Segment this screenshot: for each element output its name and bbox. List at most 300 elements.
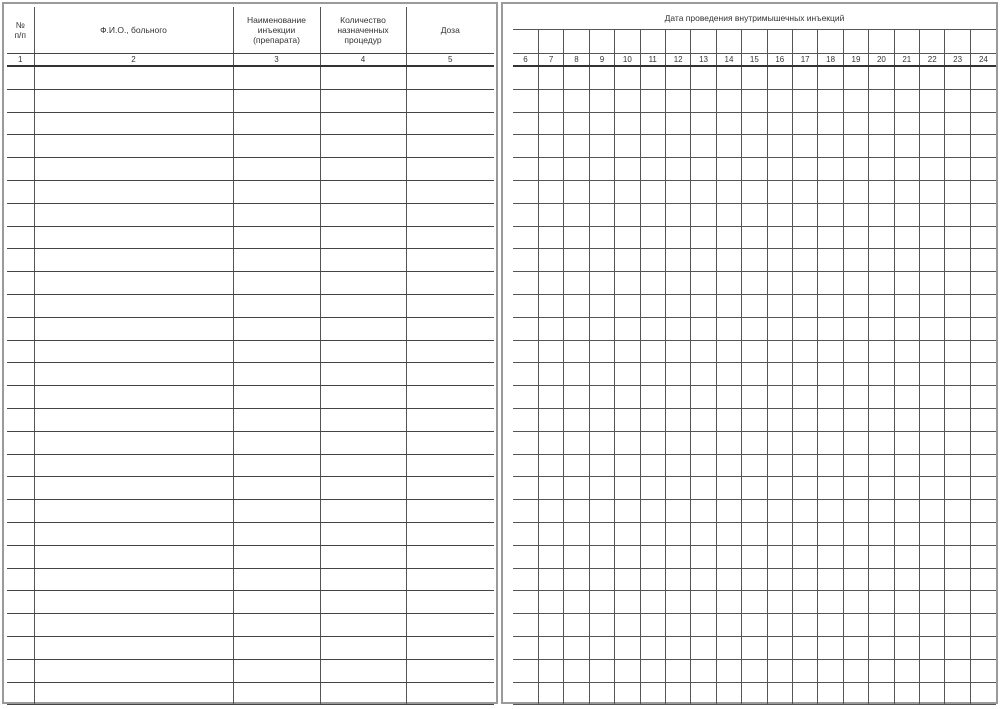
- table-cell[interactable]: [34, 226, 233, 249]
- table-cell[interactable]: [869, 431, 894, 454]
- table-cell[interactable]: [767, 203, 792, 226]
- table-cell[interactable]: [818, 682, 843, 705]
- table-cell[interactable]: [615, 500, 640, 523]
- table-cell[interactable]: [513, 180, 538, 203]
- table-cell[interactable]: [589, 591, 614, 614]
- table-cell[interactable]: [691, 340, 716, 363]
- table-cell[interactable]: [920, 249, 945, 272]
- table-cell[interactable]: [7, 363, 34, 386]
- table-cell[interactable]: [742, 294, 767, 317]
- table-cell[interactable]: [665, 614, 690, 637]
- table-cell[interactable]: [406, 226, 494, 249]
- table-cell[interactable]: [320, 158, 406, 181]
- table-cell[interactable]: [665, 317, 690, 340]
- table-cell[interactable]: [640, 500, 665, 523]
- table-cell[interactable]: [792, 363, 817, 386]
- table-cell[interactable]: [843, 249, 868, 272]
- table-cell[interactable]: [406, 568, 494, 591]
- table-cell[interactable]: [869, 226, 894, 249]
- table-cell[interactable]: [34, 545, 233, 568]
- table-cell[interactable]: [34, 636, 233, 659]
- table-cell[interactable]: [615, 454, 640, 477]
- table-cell[interactable]: [589, 522, 614, 545]
- table-cell[interactable]: [406, 89, 494, 112]
- table-cell[interactable]: [767, 158, 792, 181]
- table-cell[interactable]: [513, 294, 538, 317]
- table-cell[interactable]: [691, 89, 716, 112]
- table-cell[interactable]: [513, 386, 538, 409]
- table-cell[interactable]: [34, 408, 233, 431]
- table-cell[interactable]: [615, 386, 640, 409]
- table-cell[interactable]: [640, 614, 665, 637]
- table-cell[interactable]: [869, 386, 894, 409]
- table-cell[interactable]: [920, 568, 945, 591]
- table-cell[interactable]: [792, 591, 817, 614]
- table-cell[interactable]: [665, 545, 690, 568]
- table-cell[interactable]: [7, 568, 34, 591]
- table-cell[interactable]: [34, 180, 233, 203]
- table-cell[interactable]: [920, 112, 945, 135]
- table-cell[interactable]: [564, 659, 589, 682]
- table-cell[interactable]: [869, 135, 894, 158]
- table-cell[interactable]: [513, 203, 538, 226]
- table-cell[interactable]: [34, 363, 233, 386]
- table-cell[interactable]: [34, 477, 233, 500]
- table-cell[interactable]: [564, 682, 589, 705]
- table-cell[interactable]: [640, 545, 665, 568]
- table-cell[interactable]: [970, 340, 996, 363]
- table-cell[interactable]: [665, 477, 690, 500]
- table-cell[interactable]: [742, 112, 767, 135]
- table-cell[interactable]: [564, 636, 589, 659]
- table-cell[interactable]: [589, 294, 614, 317]
- table-cell[interactable]: [640, 454, 665, 477]
- table-cell[interactable]: [869, 545, 894, 568]
- table-cell[interactable]: [320, 431, 406, 454]
- table-cell[interactable]: [233, 66, 320, 89]
- table-cell[interactable]: [691, 408, 716, 431]
- table-cell[interactable]: [869, 363, 894, 386]
- table-cell[interactable]: [818, 363, 843, 386]
- table-cell[interactable]: [945, 431, 970, 454]
- table-cell[interactable]: [320, 272, 406, 295]
- table-cell[interactable]: [665, 408, 690, 431]
- table-cell[interactable]: [589, 500, 614, 523]
- table-cell[interactable]: [920, 294, 945, 317]
- table-cell[interactable]: [767, 226, 792, 249]
- table-cell[interactable]: [742, 545, 767, 568]
- table-cell[interactable]: [513, 89, 538, 112]
- table-cell[interactable]: [716, 203, 741, 226]
- table-cell[interactable]: [406, 522, 494, 545]
- table-cell[interactable]: [920, 135, 945, 158]
- table-cell[interactable]: [920, 454, 945, 477]
- table-cell[interactable]: [894, 294, 919, 317]
- table-cell[interactable]: [742, 522, 767, 545]
- table-cell[interactable]: [869, 500, 894, 523]
- table-cell[interactable]: [869, 522, 894, 545]
- table-cell[interactable]: [691, 249, 716, 272]
- table-cell[interactable]: [945, 545, 970, 568]
- table-cell[interactable]: [665, 454, 690, 477]
- table-cell[interactable]: [640, 158, 665, 181]
- table-cell[interactable]: [233, 614, 320, 637]
- table-cell[interactable]: [843, 180, 868, 203]
- table-cell[interactable]: [818, 340, 843, 363]
- table-cell[interactable]: [843, 294, 868, 317]
- table-cell[interactable]: [320, 249, 406, 272]
- table-cell[interactable]: [564, 158, 589, 181]
- table-cell[interactable]: [843, 317, 868, 340]
- table-cell[interactable]: [792, 294, 817, 317]
- table-cell[interactable]: [513, 636, 538, 659]
- table-cell[interactable]: [513, 568, 538, 591]
- table-cell[interactable]: [665, 89, 690, 112]
- table-cell[interactable]: [767, 112, 792, 135]
- table-cell[interactable]: [767, 89, 792, 112]
- table-cell[interactable]: [7, 454, 34, 477]
- table-cell[interactable]: [742, 89, 767, 112]
- table-cell[interactable]: [589, 66, 614, 89]
- table-cell[interactable]: [615, 294, 640, 317]
- table-cell[interactable]: [34, 112, 233, 135]
- table-cell[interactable]: [970, 66, 996, 89]
- table-cell[interactable]: [792, 272, 817, 295]
- table-cell[interactable]: [691, 226, 716, 249]
- table-cell[interactable]: [406, 135, 494, 158]
- table-cell[interactable]: [843, 363, 868, 386]
- table-cell[interactable]: [818, 477, 843, 500]
- table-cell[interactable]: [742, 249, 767, 272]
- table-cell[interactable]: [640, 135, 665, 158]
- table-cell[interactable]: [894, 363, 919, 386]
- table-cell[interactable]: [7, 226, 34, 249]
- table-cell[interactable]: [34, 89, 233, 112]
- table-cell[interactable]: [970, 659, 996, 682]
- table-cell[interactable]: [615, 180, 640, 203]
- table-cell[interactable]: [513, 158, 538, 181]
- table-cell[interactable]: [843, 135, 868, 158]
- table-cell[interactable]: [742, 431, 767, 454]
- table-cell[interactable]: [869, 158, 894, 181]
- table-cell[interactable]: [818, 135, 843, 158]
- table-cell[interactable]: [945, 89, 970, 112]
- table-cell[interactable]: [767, 545, 792, 568]
- table-cell[interactable]: [589, 135, 614, 158]
- table-cell[interactable]: [589, 614, 614, 637]
- table-cell[interactable]: [970, 112, 996, 135]
- table-cell[interactable]: [920, 203, 945, 226]
- table-cell[interactable]: [665, 591, 690, 614]
- table-cell[interactable]: [513, 454, 538, 477]
- table-cell[interactable]: [843, 203, 868, 226]
- table-cell[interactable]: [538, 659, 563, 682]
- table-cell[interactable]: [7, 158, 34, 181]
- table-cell[interactable]: [233, 591, 320, 614]
- table-cell[interactable]: [513, 659, 538, 682]
- table-cell[interactable]: [945, 294, 970, 317]
- table-cell[interactable]: [894, 66, 919, 89]
- table-cell[interactable]: [894, 454, 919, 477]
- table-cell[interactable]: [538, 158, 563, 181]
- table-cell[interactable]: [970, 203, 996, 226]
- table-cell[interactable]: [818, 568, 843, 591]
- table-cell[interactable]: [920, 89, 945, 112]
- table-cell[interactable]: [320, 112, 406, 135]
- table-cell[interactable]: [7, 636, 34, 659]
- table-cell[interactable]: [818, 66, 843, 89]
- table-cell[interactable]: [538, 66, 563, 89]
- table-cell[interactable]: [538, 317, 563, 340]
- table-cell[interactable]: [7, 659, 34, 682]
- table-cell[interactable]: [615, 431, 640, 454]
- table-cell[interactable]: [716, 180, 741, 203]
- table-cell[interactable]: [792, 180, 817, 203]
- table-cell[interactable]: [869, 682, 894, 705]
- table-cell[interactable]: [665, 272, 690, 295]
- table-cell[interactable]: [7, 682, 34, 705]
- table-cell[interactable]: [792, 431, 817, 454]
- table-cell[interactable]: [406, 386, 494, 409]
- table-cell[interactable]: [792, 158, 817, 181]
- table-cell[interactable]: [589, 545, 614, 568]
- table-cell[interactable]: [233, 636, 320, 659]
- table-cell[interactable]: [665, 158, 690, 181]
- table-cell[interactable]: [716, 431, 741, 454]
- table-cell[interactable]: [945, 340, 970, 363]
- table-cell[interactable]: [538, 226, 563, 249]
- table-cell[interactable]: [767, 272, 792, 295]
- table-cell[interactable]: [945, 614, 970, 637]
- table-cell[interactable]: [665, 340, 690, 363]
- table-cell[interactable]: [233, 89, 320, 112]
- table-cell[interactable]: [818, 317, 843, 340]
- table-cell[interactable]: [920, 614, 945, 637]
- table-cell[interactable]: [406, 272, 494, 295]
- table-cell[interactable]: [970, 682, 996, 705]
- table-cell[interactable]: [589, 203, 614, 226]
- table-cell[interactable]: [920, 636, 945, 659]
- table-cell[interactable]: [716, 408, 741, 431]
- table-cell[interactable]: [513, 66, 538, 89]
- table-cell[interactable]: [615, 89, 640, 112]
- table-cell[interactable]: [665, 294, 690, 317]
- table-cell[interactable]: [691, 66, 716, 89]
- table-cell[interactable]: [691, 477, 716, 500]
- table-cell[interactable]: [640, 386, 665, 409]
- table-cell[interactable]: [640, 272, 665, 295]
- table-cell[interactable]: [640, 112, 665, 135]
- table-cell[interactable]: [589, 363, 614, 386]
- table-cell[interactable]: [843, 500, 868, 523]
- table-cell[interactable]: [406, 294, 494, 317]
- table-cell[interactable]: [589, 568, 614, 591]
- table-cell[interactable]: [320, 363, 406, 386]
- table-cell[interactable]: [233, 545, 320, 568]
- table-cell[interactable]: [945, 112, 970, 135]
- table-cell[interactable]: [945, 272, 970, 295]
- table-cell[interactable]: [945, 226, 970, 249]
- table-cell[interactable]: [894, 89, 919, 112]
- table-cell[interactable]: [742, 636, 767, 659]
- table-cell[interactable]: [869, 340, 894, 363]
- table-cell[interactable]: [513, 522, 538, 545]
- table-cell[interactable]: [513, 226, 538, 249]
- table-cell[interactable]: [945, 408, 970, 431]
- table-cell[interactable]: [691, 614, 716, 637]
- table-cell[interactable]: [818, 249, 843, 272]
- table-cell[interactable]: [920, 477, 945, 500]
- table-cell[interactable]: [589, 659, 614, 682]
- table-cell[interactable]: [894, 431, 919, 454]
- table-cell[interactable]: [894, 386, 919, 409]
- table-cell[interactable]: [34, 591, 233, 614]
- table-cell[interactable]: [665, 66, 690, 89]
- table-cell[interactable]: [920, 431, 945, 454]
- table-cell[interactable]: [945, 203, 970, 226]
- table-cell[interactable]: [7, 500, 34, 523]
- table-cell[interactable]: [869, 317, 894, 340]
- table-cell[interactable]: [920, 66, 945, 89]
- table-cell[interactable]: [767, 408, 792, 431]
- table-cell[interactable]: [818, 636, 843, 659]
- table-cell[interactable]: [320, 522, 406, 545]
- table-cell[interactable]: [7, 203, 34, 226]
- table-cell[interactable]: [818, 522, 843, 545]
- table-cell[interactable]: [665, 112, 690, 135]
- table-cell[interactable]: [691, 522, 716, 545]
- table-cell[interactable]: [406, 636, 494, 659]
- table-cell[interactable]: [818, 203, 843, 226]
- table-cell[interactable]: [742, 226, 767, 249]
- table-cell[interactable]: [7, 66, 34, 89]
- table-cell[interactable]: [640, 66, 665, 89]
- table-cell[interactable]: [945, 682, 970, 705]
- table-cell[interactable]: [406, 408, 494, 431]
- table-cell[interactable]: [406, 249, 494, 272]
- table-cell[interactable]: [233, 317, 320, 340]
- table-cell[interactable]: [691, 158, 716, 181]
- table-cell[interactable]: [513, 408, 538, 431]
- table-cell[interactable]: [615, 682, 640, 705]
- table-cell[interactable]: [742, 454, 767, 477]
- table-cell[interactable]: [640, 477, 665, 500]
- table-cell[interactable]: [665, 249, 690, 272]
- table-cell[interactable]: [818, 89, 843, 112]
- table-cell[interactable]: [406, 659, 494, 682]
- table-cell[interactable]: [320, 477, 406, 500]
- table-cell[interactable]: [564, 66, 589, 89]
- table-cell[interactable]: [767, 454, 792, 477]
- table-cell[interactable]: [589, 272, 614, 295]
- table-cell[interactable]: [640, 522, 665, 545]
- table-cell[interactable]: [792, 340, 817, 363]
- table-cell[interactable]: [742, 180, 767, 203]
- table-cell[interactable]: [742, 659, 767, 682]
- table-cell[interactable]: [34, 66, 233, 89]
- table-cell[interactable]: [406, 682, 494, 705]
- table-cell[interactable]: [792, 66, 817, 89]
- table-cell[interactable]: [843, 477, 868, 500]
- table-cell[interactable]: [716, 158, 741, 181]
- table-cell[interactable]: [970, 522, 996, 545]
- table-cell[interactable]: [538, 522, 563, 545]
- table-cell[interactable]: [640, 568, 665, 591]
- table-cell[interactable]: [767, 659, 792, 682]
- table-cell[interactable]: [233, 500, 320, 523]
- table-cell[interactable]: [869, 272, 894, 295]
- table-cell[interactable]: [970, 135, 996, 158]
- table-cell[interactable]: [640, 180, 665, 203]
- table-cell[interactable]: [406, 454, 494, 477]
- table-cell[interactable]: [869, 636, 894, 659]
- table-cell[interactable]: [970, 568, 996, 591]
- table-cell[interactable]: [945, 500, 970, 523]
- table-cell[interactable]: [640, 408, 665, 431]
- table-cell[interactable]: [767, 636, 792, 659]
- table-cell[interactable]: [513, 340, 538, 363]
- table-cell[interactable]: [945, 66, 970, 89]
- table-cell[interactable]: [945, 477, 970, 500]
- table-cell[interactable]: [716, 66, 741, 89]
- table-cell[interactable]: [538, 431, 563, 454]
- table-cell[interactable]: [513, 614, 538, 637]
- table-cell[interactable]: [233, 522, 320, 545]
- table-cell[interactable]: [589, 89, 614, 112]
- table-cell[interactable]: [615, 363, 640, 386]
- table-cell[interactable]: [894, 522, 919, 545]
- table-cell[interactable]: [742, 408, 767, 431]
- table-cell[interactable]: [538, 408, 563, 431]
- table-cell[interactable]: [320, 636, 406, 659]
- table-cell[interactable]: [945, 158, 970, 181]
- table-cell[interactable]: [920, 408, 945, 431]
- table-cell[interactable]: [615, 568, 640, 591]
- table-cell[interactable]: [843, 89, 868, 112]
- table-cell[interactable]: [894, 340, 919, 363]
- table-cell[interactable]: [233, 249, 320, 272]
- table-cell[interactable]: [742, 317, 767, 340]
- table-cell[interactable]: [869, 408, 894, 431]
- table-cell[interactable]: [564, 431, 589, 454]
- table-cell[interactable]: [970, 158, 996, 181]
- table-cell[interactable]: [564, 112, 589, 135]
- table-cell[interactable]: [920, 500, 945, 523]
- table-cell[interactable]: [640, 659, 665, 682]
- table-cell[interactable]: [691, 545, 716, 568]
- table-cell[interactable]: [640, 226, 665, 249]
- table-cell[interactable]: [589, 431, 614, 454]
- table-cell[interactable]: [513, 682, 538, 705]
- table-cell[interactable]: [716, 614, 741, 637]
- table-cell[interactable]: [233, 226, 320, 249]
- table-cell[interactable]: [792, 682, 817, 705]
- table-cell[interactable]: [233, 682, 320, 705]
- table-cell[interactable]: [406, 477, 494, 500]
- table-cell[interactable]: [406, 614, 494, 637]
- table-cell[interactable]: [894, 317, 919, 340]
- table-cell[interactable]: [665, 180, 690, 203]
- table-cell[interactable]: [945, 135, 970, 158]
- table-cell[interactable]: [792, 477, 817, 500]
- table-cell[interactable]: [564, 294, 589, 317]
- table-cell[interactable]: [691, 568, 716, 591]
- table-cell[interactable]: [615, 317, 640, 340]
- table-cell[interactable]: [945, 568, 970, 591]
- table-cell[interactable]: [792, 408, 817, 431]
- table-cell[interactable]: [843, 636, 868, 659]
- table-cell[interactable]: [920, 682, 945, 705]
